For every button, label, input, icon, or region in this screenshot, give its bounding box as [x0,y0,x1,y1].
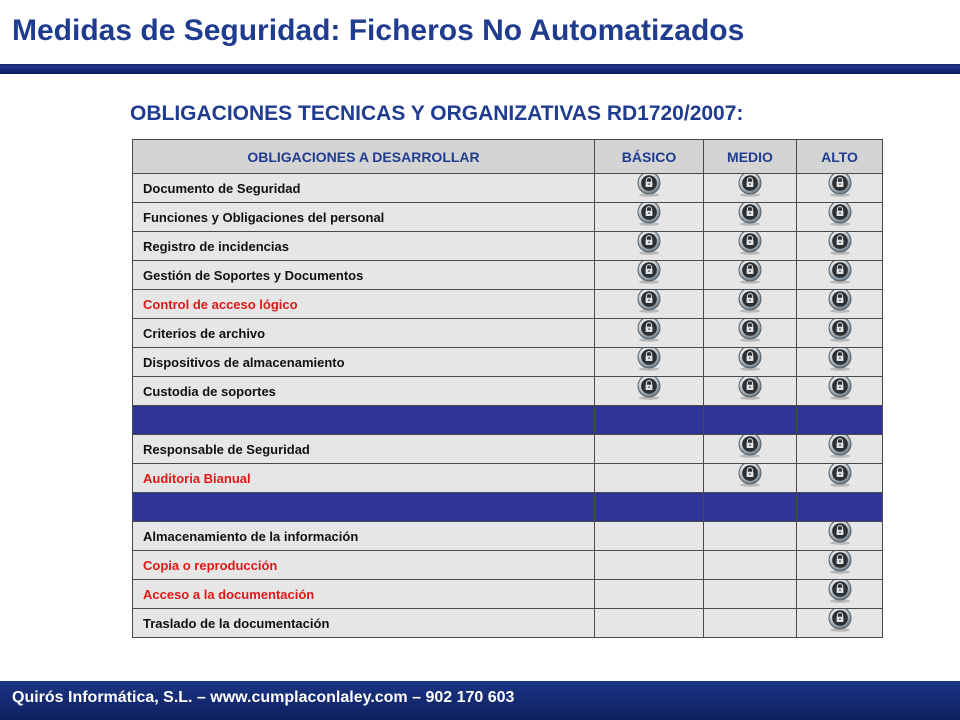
level-cell-alto [797,609,883,638]
padlock-icon [737,232,763,256]
level-cell-basico [595,609,704,638]
padlock-icon [737,348,763,372]
level-cell-medio [704,609,797,638]
padlock-icon [737,261,763,285]
padlock-icon [827,377,853,401]
band-cell [797,493,883,522]
level-cell-alto [797,464,883,493]
padlock-icon [636,290,662,314]
padlock-icon [827,551,853,575]
obligation-label: Control de acceso lógico [133,290,595,319]
level-cell-basico [595,464,704,493]
padlock-icon [737,203,763,227]
band-cell [133,493,595,522]
padlock-icon [827,435,853,459]
obligation-label: Criterios de archivo [133,319,595,348]
level-cell-basico [595,522,704,551]
padlock-icon [636,377,662,401]
padlock-icon [827,348,853,372]
level-cell-basico [595,580,704,609]
level-cell-medio [704,203,797,232]
level-cell-alto [797,551,883,580]
table-row [133,290,883,319]
obligation-label: Gestión de Soportes y Documentos [133,261,595,290]
header-obligaciones: OBLIGACIONES A DESARROLLAR [133,140,595,174]
padlock-icon [636,261,662,285]
level-cell-alto [797,290,883,319]
level-cell-medio [704,348,797,377]
table-body [133,174,883,638]
table-row [133,609,883,638]
level-cell-basico [595,290,704,319]
table-row [133,377,883,406]
level-cell-alto [797,348,883,377]
level-cell-basico [595,348,704,377]
level-cell-medio [704,464,797,493]
padlock-icon [737,464,763,488]
padlock-icon [636,174,662,198]
level-cell-basico [595,377,704,406]
table-row [133,319,883,348]
band-cell [704,493,797,522]
padlock-icon [827,174,853,198]
level-cell-basico [595,435,704,464]
level-cell-medio [704,174,797,203]
footer-bar [0,681,960,720]
padlock-icon [636,348,662,372]
level-cell-basico [595,319,704,348]
padlock-icon [636,203,662,227]
obligation-label: Almacenamiento de la información [133,522,595,551]
level-cell-medio [704,377,797,406]
level-cell-alto [797,580,883,609]
obligation-label: Auditoria Bianual [133,464,595,493]
padlock-icon [827,261,853,285]
level-cell-alto [797,203,883,232]
table-row [133,348,883,377]
level-cell-alto [797,435,883,464]
padlock-icon [737,290,763,314]
level-cell-medio [704,261,797,290]
level-cell-medio [704,435,797,464]
table-row [133,580,883,609]
header-medio: MEDIO [704,140,797,174]
table-row [133,203,883,232]
level-cell-medio [704,522,797,551]
obligation-label: Dispositivos de almacenamiento [133,348,595,377]
level-cell-basico [595,551,704,580]
obligations-table [132,139,883,638]
padlock-icon [737,435,763,459]
padlock-icon [827,319,853,343]
band-cell [595,493,704,522]
table-row [133,464,883,493]
level-cell-alto [797,232,883,261]
header-basico: BÁSICO [595,140,704,174]
band-cell [133,406,595,435]
table-row [133,174,883,203]
table-row [133,522,883,551]
level-cell-basico [595,261,704,290]
obligation-label: Traslado de la documentación [133,609,595,638]
level-cell-alto [797,522,883,551]
table-row [133,261,883,290]
obligation-label: Acceso a la documentación [133,580,595,609]
section-band-row [133,493,883,522]
obligation-label: Responsable de Seguridad [133,435,595,464]
table-row [133,435,883,464]
table-row [133,551,883,580]
level-cell-medio [704,580,797,609]
header-alto: ALTO [797,140,883,174]
obligation-label: Custodia de soportes [133,377,595,406]
level-cell-basico [595,174,704,203]
padlock-icon [827,232,853,256]
level-cell-basico [595,203,704,232]
padlock-icon [827,203,853,227]
padlock-icon [737,174,763,198]
band-cell [595,406,704,435]
padlock-icon [737,377,763,401]
obligation-label: Copia o reproducción [133,551,595,580]
padlock-icon [737,319,763,343]
level-cell-medio [704,319,797,348]
title-divider-thick [0,66,960,74]
level-cell-alto [797,377,883,406]
padlock-icon [827,290,853,314]
padlock-icon [827,580,853,604]
level-cell-alto [797,174,883,203]
obligation-label: Registro de incidencias [133,232,595,261]
page-title: Medidas de Seguridad: Ficheros No Automatizados [12,14,745,47]
padlock-icon [827,522,853,546]
level-cell-basico [595,232,704,261]
footer-text: Quirós Informática, S.L. – www.cumplaconlaley.com – 902 170 603 [12,689,515,706]
padlock-icon [636,232,662,256]
level-cell-alto [797,319,883,348]
obligation-label: Documento de Seguridad [133,174,595,203]
band-cell [704,406,797,435]
table-header-row [133,140,883,174]
level-cell-medio [704,551,797,580]
level-cell-medio [704,290,797,319]
table-row [133,232,883,261]
band-cell [797,406,883,435]
padlock-icon [636,319,662,343]
section-band-row [133,406,883,435]
section-subtitle: OBLIGACIONES TECNICAS Y ORGANIZATIVAS RD1720/2007: [130,102,744,125]
level-cell-medio [704,232,797,261]
padlock-icon [827,609,853,633]
padlock-icon [827,464,853,488]
obligation-label: Funciones y Obligaciones del personal [133,203,595,232]
level-cell-alto [797,261,883,290]
